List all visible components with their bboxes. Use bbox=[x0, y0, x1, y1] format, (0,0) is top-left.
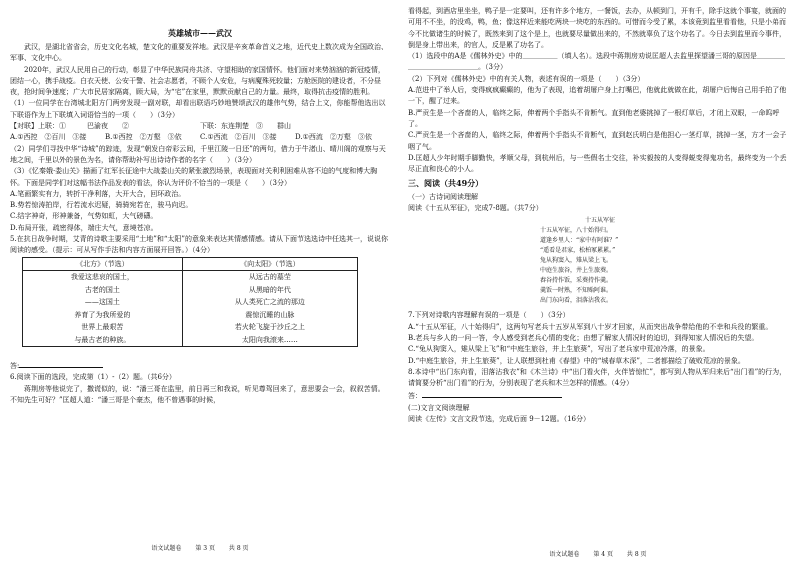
poem-line: “遥看是君家，松柏冢累累。” bbox=[540, 247, 616, 255]
question-6: 6.阅读下面的选段，完成第（1）-（2）题。（共6分） bbox=[10, 373, 176, 382]
page-footer bbox=[10, 543, 390, 554]
poem-line: 太阳向我滚来…… bbox=[241, 335, 298, 344]
option-b[interactable]: B.老兵与乡人的一问一答，令人感受到老兵心情的变化；由想了解家人情况时的迫切，到得知家人情况后的失望。 bbox=[408, 333, 759, 342]
answer-blank[interactable] bbox=[422, 389, 562, 398]
answer-label: 答: bbox=[10, 362, 20, 371]
option-a[interactable]: A.笔画繁实有力，转折干净利落，大开大合，回环政治。 bbox=[10, 189, 186, 198]
poem-line: 出门东向看，泪落沾我衣。 bbox=[540, 297, 613, 305]
question-3: （3）《忆秦娥·娄山关》描画了红军长征途中大战娄山关的紧张激烈场景，表现面对关利利困难从容不迫的气度和博大胸怀。下面是同学们对这幅书法作品发表的看法，你认为评价不恰当的一项是（ ）（3分） bbox=[10, 167, 378, 187]
answer-line[interactable] bbox=[408, 389, 788, 402]
page-footer bbox=[408, 549, 788, 560]
poem-right-body bbox=[182, 271, 357, 347]
poem-line: 兔从狗窦入，雉从梁上飞。 bbox=[540, 257, 613, 265]
option-b[interactable]: B.势若惊涛拍岸，行若流水迟疑，骑骑宛若在，骏马向迟。 bbox=[10, 201, 193, 210]
footer-label: 语文试题卷 bbox=[549, 550, 580, 558]
answer-blank[interactable] bbox=[19, 359, 103, 368]
poem-comparison-table bbox=[22, 257, 358, 348]
reading-intro: 阅读《十五从军征》，完成7-8题。（共7分） bbox=[408, 204, 543, 213]
question-1: （1）一位同学在台湾城北阳方门两旁发现一副对联，却看出联语巧妙地赞颂武汉的雄伟气势，结合上文，你能帮他选出以下联语作为上下联填入词语恰当的一项（ ）（3分） bbox=[10, 99, 386, 119]
excerpt-text: 蒋荆房等他说完了，撒谎似的，说：“潘三哥在监里，前日再三和我说，听见尊驾回来了，意思要会一会，叙叙苦情。不知先生可好？”匡超人道：“潘三哥是个豪杰，他不曾遇事的时候， bbox=[10, 384, 385, 405]
footer-total: 共 8 页 bbox=[626, 550, 647, 558]
poem-block bbox=[540, 216, 788, 306]
poem-line: 从人类死亡之流的那边 bbox=[234, 298, 305, 307]
option-c[interactable]: C.结字神奇，形神兼备，气势如虹，大气磅礴。 bbox=[10, 212, 158, 221]
poem-line: 从远古的墓茔 bbox=[248, 273, 291, 282]
option-c[interactable]: C.严贡生是一个吝啬的人，临终之际，伸着两个手指头不肯断气，直到赵氏明白是他担心一茎灯草，挑掉一茎，方才一会子咽了气。 bbox=[408, 131, 787, 151]
excerpt-continued: 看得起，到酒店里坐坐，鸭子是一定要叫，还有许多个地方，一餐饭，去办，从顿到门，开有千，除手这就个事宴，就面的可用不不坐，的没鸡，鸭，鱼；像这样近来能吃两块一块吃的东西的。可惜而今受了累，本该竟到监里看看他，只是小弟而今不比做诸生的时候了，既然来到了这个是上，也就要尽量做出来的，不然就辜负了这个功名了。今日去到监里而今事件，倒是身上带出来，的官人，反是累了功名了。 bbox=[408, 7, 786, 49]
option-a[interactable]: A.①西控 ②百川 ③接 bbox=[10, 133, 87, 142]
poem-line: 震惊沉睡的山脉 bbox=[245, 310, 295, 319]
question-1-options bbox=[10, 132, 390, 143]
option-d[interactable]: D.“中庭生旅谷，井上生旅葵”，让人联想到杜甫《春望》中的“城春草木深”，二者都描绘了破败荒凉的景象。 bbox=[408, 356, 745, 365]
answer-line[interactable] bbox=[10, 359, 390, 372]
question-8: 8.本诗中“出门东向看，泪落沾我衣”和《木兰诗》中“出门看火伴，火伴皆惊忙”，都写到人物从军归来后“出门看”的行为，请简要分析“出门看”的行为，分别表现了老兵和木兰怎样的情感。（4分） bbox=[408, 367, 787, 388]
option-d[interactable]: D.布局开张，疏密得体，端庄大气，意境苍凉。 bbox=[10, 223, 158, 232]
question-2: （2）同学们寻找中华“诗城”的踪迹，发现“朝发白帝彩云间，千里江陵一日还”的两句，借力于牛渚山、晴川阁的观察与天地之间，千里以外的景色为名，请你帮助补写出诗诗作者的名字（ ）（3分） bbox=[10, 144, 386, 164]
poem-line: 十五从军征，八十始得归。 bbox=[540, 227, 613, 235]
option-a[interactable]: A.“十五从军征，八十始得归”，这两句写老兵十五岁从军到八十岁才回家，从而突出战争带给他的不幸和兵役的繁重。 bbox=[408, 322, 773, 331]
poem-line: 我爱这悲哀的国土， bbox=[70, 273, 134, 282]
poem-line: 从黑暗的年代 bbox=[248, 285, 291, 294]
poem-line: 羹饭一时熟，不知贻阿谁。 bbox=[540, 287, 613, 295]
poem-title: 十五从军征 bbox=[584, 217, 615, 225]
poem-line: 养育了为我所爱的 bbox=[74, 310, 131, 319]
section-heading: 三、阅读（共49分） bbox=[408, 178, 484, 189]
option-d[interactable]: D.①西流 ②万壑 ③依 bbox=[295, 133, 372, 142]
footer-page: 第 3 页 bbox=[195, 544, 215, 552]
answer-label: 答： bbox=[408, 392, 422, 401]
option-b[interactable]: B.①西控 ②万壑 ③依 bbox=[105, 133, 182, 142]
option-d[interactable]: D.匡超人少年时期手脚勤快，孝顺父母，到杭州后，与一些假名士交往，补实毅按的人变得蜕变得鬼功名，最终变为一个丢尽正直和良心的小人。 bbox=[408, 153, 787, 174]
couplet-lower: 下联：东连荆楚 ③ 群山 bbox=[200, 122, 291, 131]
poem-line: 世界上最艰苦 bbox=[81, 323, 124, 332]
reading-intro: 阅读《左传》文言文段节选，完成后面 9－12题。（16分） bbox=[408, 415, 590, 424]
intro-paragraph-1: 武汉，是湖北省省会，历史文化名城，楚文化的重要发祥地。武汉是辛亥革命首义之地，近代史上数次成为全国政治、军事、文化中心。 bbox=[10, 43, 388, 63]
footer-label: 语文试题卷 bbox=[151, 544, 182, 552]
option-c[interactable]: C.“兔从狗窦入，雉从梁上飞”和“中庭生旅谷，井上生旅葵”，写出了老兵家中荒凉冷落，的景象。 bbox=[408, 345, 710, 354]
subsection-heading: (二)文言文阅读理解 bbox=[408, 403, 470, 412]
couplet-row bbox=[10, 121, 390, 132]
poem-right-title: 《向太阳》（节选） bbox=[182, 257, 357, 271]
couplet-upper: 【对联】上联：① 巴渝夜 ② bbox=[10, 122, 129, 131]
intro-paragraph-2: 2020年，武汉人民用自己的行动，彰显了中华民族同舟共济、守望相助的家国情怀。他们面对来势汹汹的新冠疫情，团结一心，携手战疫。白衣天使、公安干警、社会志愿者，不顾个人安危，与病魔殊死较量；方舱医院的建设者，不分昼夜，抢时间争速度；广大市民居家隔离，顾大局，为“宅”在家里，默默贡献自己的力量。最终，取得抗击疫情的胜利。 bbox=[10, 65, 385, 97]
option-a[interactable]: A.范进中了举人后，变得疯疯癫癫的，他为了表现，追着胡屠户身上打嘴巴，他就此就做在此，胡屠户后悔自己用手拍了他一下，醒了过来。 bbox=[408, 86, 787, 106]
footer-page: 第 4 页 bbox=[593, 550, 613, 558]
poem-left-title: 《北方》（节选） bbox=[23, 257, 183, 271]
poem-line: 中庭生旅谷，井上生旅葵。 bbox=[540, 267, 613, 275]
question-6-1: （1）选段中的A是《儒林外史》中的＿＿＿＿＿（填人名）。选段中蒋荆房劝说匡超人去监里探望潘三哥的原因是＿＿＿＿＿＿＿＿＿＿＿＿＿＿。（3分） bbox=[408, 52, 786, 72]
page-left bbox=[10, 0, 390, 561]
poem-line: 若火轮飞旋于沙丘之上 bbox=[234, 323, 305, 332]
poem-line: 与最古老的种族。 bbox=[74, 335, 131, 344]
question-7: 7.下列对诗歌内容理解有误的一项是（ ）（3分） bbox=[408, 311, 570, 320]
option-c[interactable]: C.①西流 ②百川 ③接 bbox=[200, 133, 277, 142]
subsection-heading: （一）古诗词阅读理解 bbox=[408, 192, 478, 201]
page-right bbox=[408, 0, 788, 567]
poem-line: ——这国土 bbox=[84, 298, 120, 307]
poem-line: 古老的国土 bbox=[84, 285, 120, 294]
footer-total: 共 8 页 bbox=[228, 544, 249, 552]
poem-line: 舂谷持作饭，采葵持作羹。 bbox=[540, 277, 613, 285]
question-5: 5.在抗日战争时期，艾青的诗歌主要采用“土地”和“太阳”的意象来表达其情感情感。请从下面节选选诗中任选其一，说说你阅读的感受。（提示：可从写作手法和内容方面展开回答。）（4分） bbox=[10, 235, 388, 255]
option-b[interactable]: B.严贡生是一个吝啬的人，临终之际，伸着两个手指头不肯断气。直到他老婆挑掉了一根灯草后，才闭上双眼，一命呜呼了。 bbox=[408, 108, 780, 128]
poem-left-body bbox=[23, 271, 183, 347]
poem-line: 道逢乡里人：“家中有阿谁？” bbox=[540, 237, 619, 245]
article-title: 英雄城市——武汉 bbox=[168, 28, 232, 38]
question-6-2: （2）下列对《儒林外史》中的有关人物，表述有误的一项是（ ）（3分） bbox=[408, 74, 645, 83]
